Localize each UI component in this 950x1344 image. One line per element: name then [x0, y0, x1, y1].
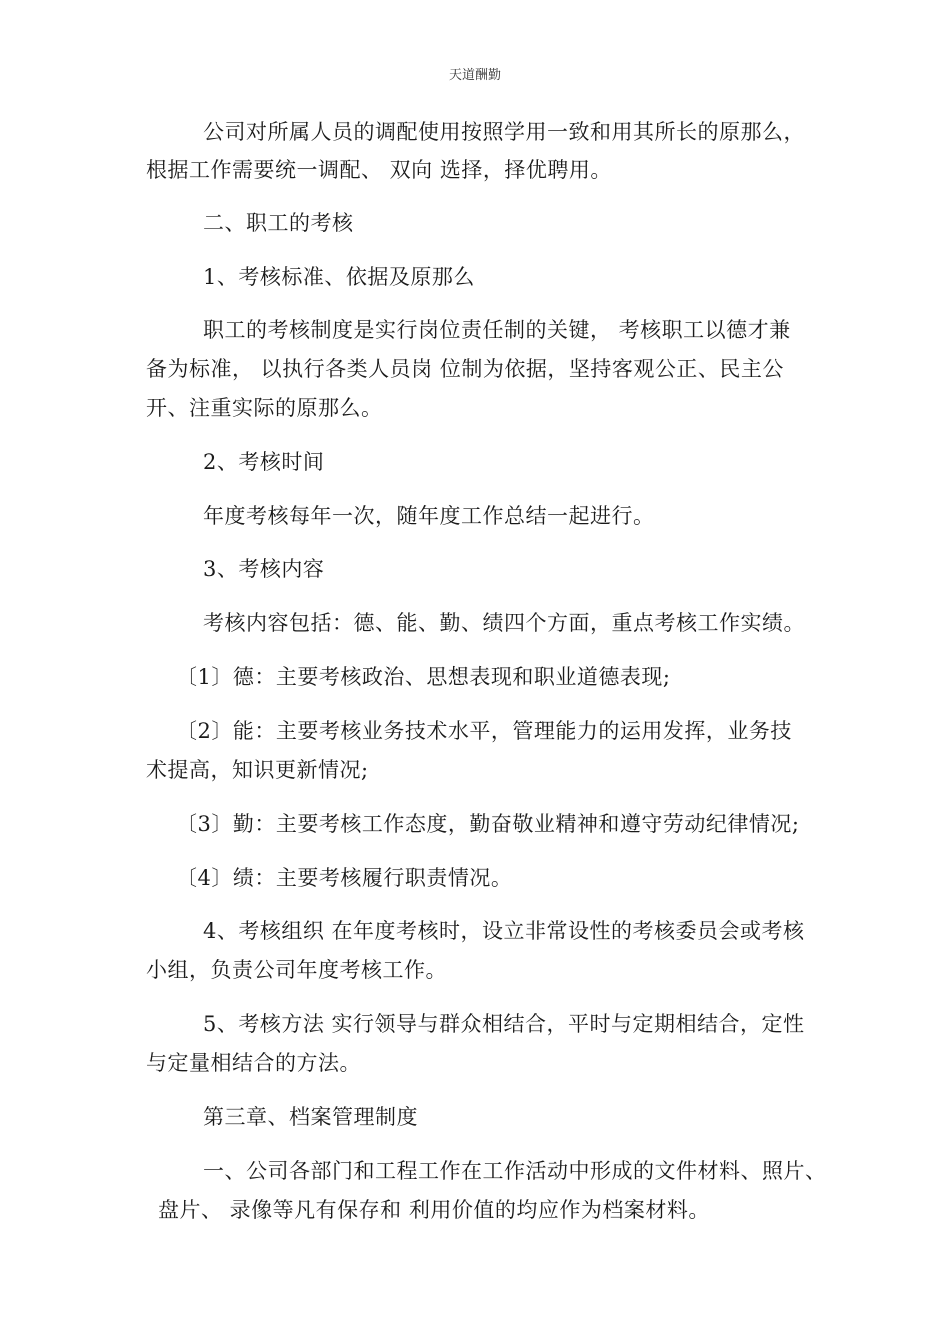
paragraph-line: 公司对所属人员的调配使用按照学用一致和用其所长的原那么，: [203, 120, 805, 144]
list-item: 〔4〕绩：主要考核履行职责情况。: [176, 866, 513, 890]
paragraph-line: 4、考核组织 在年度考核时，设立非常设性的考核委员会或考核: [203, 919, 805, 943]
chapter-heading: 第三章、档案管理制度: [203, 1105, 418, 1129]
paragraph-line: 盘片、 录像等凡有保存和 利用价值的均应作为档案材料。: [158, 1198, 710, 1222]
subsection-heading: 2、考核时间: [203, 450, 325, 474]
paragraph-line: 与定量相结合的方法。: [146, 1051, 361, 1075]
subsection-heading: 1、考核标准、依据及原那么: [203, 265, 475, 289]
paragraph-line: 一、公司各部门和工程工作在工作活动中形成的文件材料、照片、: [203, 1159, 827, 1183]
paragraph-line: 年度考核每年一次，随年度工作总结一起进行。: [203, 504, 655, 528]
subsection-heading: 3、考核内容: [203, 557, 325, 581]
list-item-continuation: 术提高，知识更新情况;: [146, 758, 369, 782]
page-header: 天道酬勤: [448, 68, 501, 83]
paragraph-line: 小组，负责公司年度考核工作。: [146, 958, 447, 982]
list-item: 〔2〕能：主要考核业务技术水平，管理能力的运用发挥，业务技: [176, 719, 792, 743]
list-item: 〔3〕勤：主要考核工作态度，勤奋敬业精神和遵守劳动纪律情况;: [176, 812, 800, 836]
paragraph-line: 开、注重实际的原那么。: [146, 396, 383, 420]
paragraph-line: 职工的考核制度是实行岗位责任制的关键， 考核职工以德才兼: [203, 318, 791, 342]
paragraph-line: 根据工作需要统一调配、 双向 选择，择优聘用。: [146, 158, 612, 182]
paragraph-line: 5、考核方法 实行领导与群众相结合，平时与定期相结合，定性: [203, 1012, 805, 1036]
section-heading: 二、职工的考核: [203, 211, 354, 235]
list-item: 〔1〕德：主要考核政治、思想表现和职业道德表现;: [176, 665, 671, 689]
paragraph-line: 考核内容包括：德、能、勤、绩四个方面，重点考核工作实绩。: [203, 611, 805, 635]
paragraph-line: 备为标准， 以执行各类人员岗 位制为依据，坚持客观公正、民主公: [146, 357, 784, 381]
